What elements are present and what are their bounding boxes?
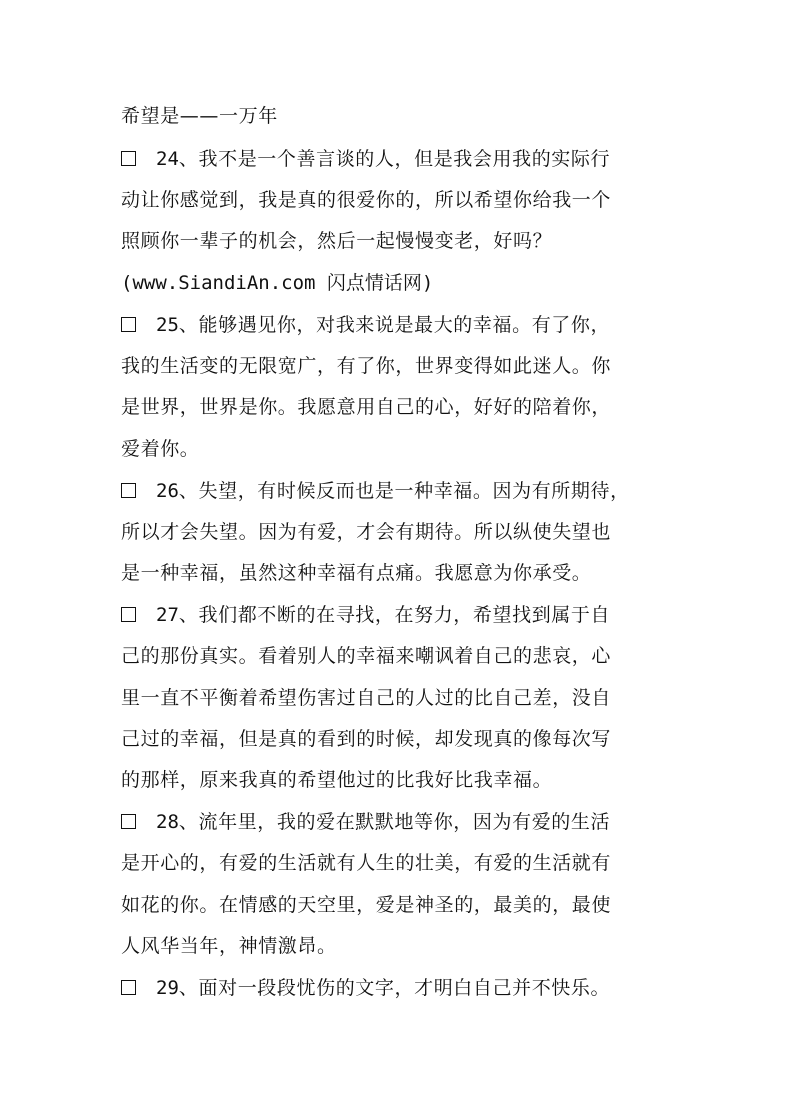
item-text: 、面对一段段忧伤的文字，才明白自己并不快乐。 bbox=[178, 977, 611, 999]
list-item-28 bbox=[121, 810, 681, 834]
checkbox-icon bbox=[121, 607, 136, 622]
text-line: 我的生活变的无限宽广，有了你，世界变得如此迷人。你 bbox=[121, 355, 612, 377]
checkbox-icon bbox=[121, 317, 136, 332]
list-item-24 bbox=[121, 147, 681, 171]
checkbox-icon bbox=[121, 980, 136, 995]
item-number: 29 bbox=[156, 977, 179, 999]
item-text: 、我们都不断的在寻找，在努力，希望找到属于自 bbox=[178, 604, 611, 626]
text-line: 照顾你一辈子的机会，然后一起慢慢变老，好吗？ bbox=[121, 230, 553, 252]
item-text: 、我不是一个善言谈的人，但是我会用我的实际行 bbox=[178, 148, 611, 170]
item-number: 28 bbox=[156, 811, 179, 833]
text-line: 是开心的，有爱的生活就有人生的壮美，有爱的生活就有 bbox=[121, 852, 612, 874]
text-line: 己过的幸福，但是真的看到的时候，却发现真的像每次写 bbox=[121, 728, 612, 750]
list-item-29 bbox=[121, 976, 681, 1000]
text-line: 所以才会失望。因为有爱，才会有期待。所以纵使失望也 bbox=[121, 521, 612, 543]
item-number: 26 bbox=[156, 480, 179, 502]
text-line: 己的那份真实。看着别人的幸福来嘲讽着自己的悲哀，心 bbox=[121, 645, 612, 667]
text-line: 的那样，原来我真的希望他过的比我好比我幸福。 bbox=[121, 769, 553, 791]
item-text: 、失望，有时候反而也是一种幸福。因为有所期待， bbox=[178, 480, 630, 502]
text-line: 动让你感觉到，我是真的很爱你的，所以希望你给我一个 bbox=[121, 189, 612, 211]
checkbox-icon bbox=[121, 151, 136, 166]
list-item-26 bbox=[121, 479, 681, 503]
item-number: 25 bbox=[156, 314, 179, 336]
text-line: 希望是——一万年 bbox=[121, 105, 278, 127]
item-number: 27 bbox=[156, 604, 179, 626]
text-line: 人风华当年，神情激昂。 bbox=[121, 935, 337, 957]
text-line: 是一种幸福，虽然这种幸福有点痛。我愿意为你承受。 bbox=[121, 562, 592, 584]
text-line: 里一直不平衡着希望伤害过自己的人过的比自己差，没自 bbox=[121, 687, 612, 709]
item-text: 、能够遇见你，对我来说是最大的幸福。有了你， bbox=[178, 314, 611, 336]
text-line: 如花的你。在情感的天空里，爱是神圣的，最美的，最使 bbox=[121, 894, 612, 916]
checkbox-icon bbox=[121, 483, 136, 498]
text-line: 爱着你。 bbox=[121, 438, 200, 460]
item-number: 24 bbox=[156, 148, 179, 170]
list-item-25 bbox=[121, 313, 681, 337]
source-line: (www.SiandiAn.com 闪点情话网) bbox=[121, 272, 434, 294]
list-item-27 bbox=[121, 603, 681, 627]
text-line: 是世界，世界是你。我愿意用自己的心，好好的陪着你， bbox=[121, 396, 612, 418]
checkbox-icon bbox=[121, 814, 136, 829]
item-text: 、流年里，我的爱在默默地等你，因为有爱的生活 bbox=[178, 811, 611, 833]
